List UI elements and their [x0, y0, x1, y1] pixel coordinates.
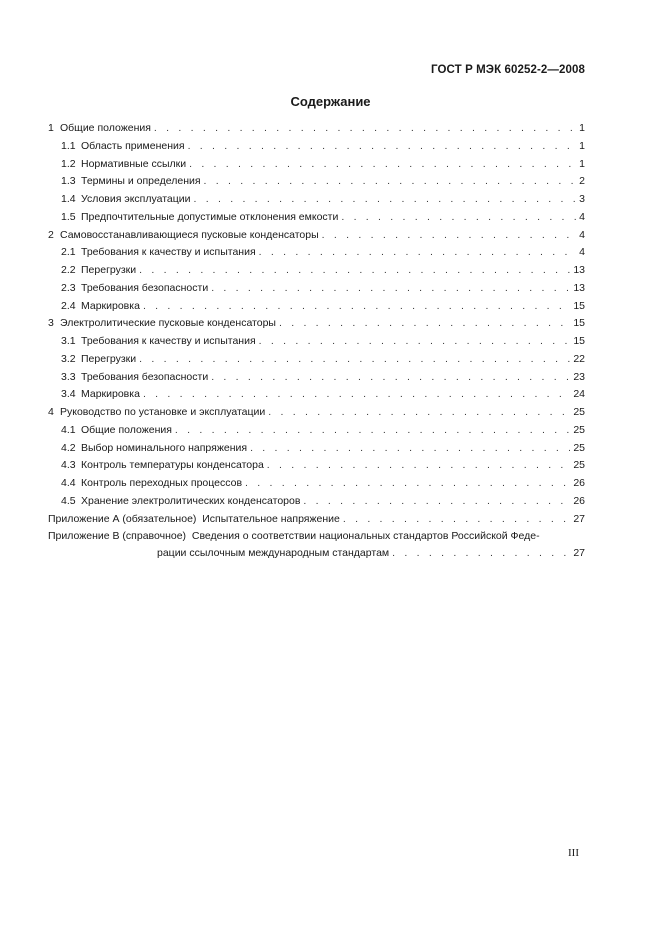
toc-entry-number: 2.4	[61, 299, 76, 312]
toc-leader-dots	[303, 493, 570, 511]
toc-leader-dots	[259, 244, 577, 262]
toc-leader-dots	[250, 440, 570, 458]
toc-entry-page: 4	[579, 210, 585, 223]
toc-entry-3-2[interactable]	[48, 351, 585, 369]
toc-entry-4-3[interactable]	[48, 457, 585, 475]
toc-entry-number: 4	[48, 406, 54, 418]
toc-leader-dots	[341, 209, 576, 227]
toc-entry-1-3[interactable]	[48, 173, 585, 191]
toc-entry-label: Требования к качеству и испытания	[81, 335, 256, 347]
toc-entry-number: 2	[48, 228, 54, 241]
toc-entry-label: Контроль переходных процессов	[81, 477, 243, 489]
toc-leader-dots	[392, 545, 570, 562]
toc-entry-page: 2	[579, 175, 585, 188]
toc-entry-number: 1.5	[61, 210, 76, 223]
toc-entry-label: Требования к качеству и испытания	[81, 246, 256, 259]
toc-entry-4-2[interactable]	[48, 440, 585, 458]
table-of-contents	[48, 120, 585, 563]
page-number: III	[568, 847, 579, 859]
toc-entry-2-3[interactable]	[48, 280, 585, 298]
toc-entry-page: 25	[573, 441, 585, 454]
toc-entry-number: 1	[48, 122, 54, 134]
toc-entry-page: 13	[573, 264, 585, 276]
toc-entry-label: Хранение электролитических конденсаторов	[81, 494, 301, 507]
toc-entry-label: Контроль температуры конденсатора	[81, 459, 264, 472]
toc-entry-label: Условия эксплуатации	[81, 193, 191, 205]
toc-entry-2-1[interactable]	[48, 244, 585, 262]
toc-entry-page: 25	[573, 406, 585, 418]
toc-entry-number: 4.2	[61, 441, 76, 454]
toc-entry-label: Перегрузки	[81, 264, 137, 276]
toc-leader-dots	[211, 280, 570, 298]
toc-leader-dots	[204, 173, 577, 191]
toc-entry-page: 25	[573, 459, 585, 472]
toc-entry-3-4[interactable]	[48, 386, 585, 404]
toc-entry-label: Выбор номинального напряжения	[81, 441, 248, 454]
toc-entry-page: 15	[573, 335, 585, 347]
toc-entry-2-4[interactable]	[48, 298, 585, 316]
toc-entry-label: Предпочтительные допустимые отклонения емкости	[81, 210, 339, 223]
toc-entry-label: Требования безопасности	[81, 281, 209, 294]
toc-leader-dots	[267, 457, 571, 475]
toc-entry-4-1[interactable]	[48, 422, 585, 440]
toc-entry-number: 1.2	[61, 157, 76, 170]
toc-leader-dots	[189, 156, 576, 174]
toc-entry-number: 2.1	[61, 246, 76, 259]
toc-entry-page: 15	[573, 299, 585, 312]
toc-entry-number: 4.4	[61, 477, 76, 489]
toc-entry-number: 3.3	[61, 370, 76, 383]
toc-entry-page: 3	[579, 193, 585, 205]
toc-entry-number: 3.4	[61, 388, 76, 401]
toc-entry-label: Требования безопасности	[81, 370, 209, 383]
toc-entry-label: Руководство по установке и эксплуатации	[60, 406, 266, 418]
toc-entry-number: 3.1	[61, 335, 76, 347]
toc-entry-page: 24	[573, 388, 585, 401]
toc-entry-label-continued: рации ссылочным международным стандартам	[157, 547, 390, 560]
toc-leader-dots	[211, 369, 570, 387]
document-code: ГОСТ Р МЭК 60252-2—2008	[431, 64, 585, 76]
toc-leader-dots	[259, 333, 571, 351]
toc-entry-label: Электролитические пусковые конденсаторы	[60, 317, 276, 330]
toc-entry-1-5[interactable]	[48, 209, 585, 227]
toc-entry-2[interactable]	[48, 227, 585, 245]
toc-entry-label: Приложение А (обязательное) Испытательное напряжение	[48, 512, 340, 525]
toc-entry-page: 25	[573, 423, 585, 436]
toc-leader-dots	[139, 262, 570, 280]
toc-leader-dots	[194, 191, 577, 209]
toc-entry-number: 3	[48, 317, 54, 330]
toc-entry-page: 1	[579, 122, 585, 134]
toc-entry-label: Область применения	[81, 139, 185, 152]
toc-entry-number: 4.3	[61, 459, 76, 472]
toc-entry-number: 1.4	[61, 193, 76, 205]
toc-entry-label: Маркировка	[81, 299, 140, 312]
toc-entry-number: 4.5	[61, 494, 76, 507]
toc-entry-1-1[interactable]	[48, 138, 585, 156]
toc-leader-dots	[245, 475, 570, 493]
toc-leader-dots	[268, 404, 570, 422]
toc-entry-page: 26	[573, 477, 585, 489]
toc-entry-label: Нормативные ссылки	[81, 157, 187, 170]
toc-entry-4[interactable]	[48, 404, 585, 422]
toc-leader-dots	[139, 351, 570, 369]
toc-entry-page: 4	[579, 228, 585, 241]
toc-title: Содержание	[290, 94, 371, 109]
toc-entry-4-4[interactable]	[48, 475, 585, 493]
toc-entry-1-2[interactable]	[48, 156, 585, 174]
toc-entry-3[interactable]	[48, 315, 585, 333]
toc-entry-3-3[interactable]	[48, 369, 585, 387]
toc-entry-label: Термины и определения	[81, 175, 201, 188]
toc-entry-page: 26	[573, 494, 585, 507]
toc-leader-dots	[154, 120, 576, 138]
toc-entry-appendix-b[interactable]	[48, 528, 585, 563]
toc-entry-label: Самовосстанавливающиеся пусковые конденсаторы	[60, 228, 319, 241]
toc-entry-page: 4	[579, 246, 585, 259]
toc-entry-page: 13	[573, 281, 585, 294]
toc-entry-2-2[interactable]	[48, 262, 585, 280]
toc-leader-dots	[322, 227, 576, 245]
toc-entry-page: 1	[579, 157, 585, 170]
toc-leader-dots	[143, 298, 570, 316]
toc-entry-number: 1.1	[61, 139, 76, 152]
toc-entry-3-1[interactable]	[48, 333, 585, 351]
toc-entry-number: 1.3	[61, 175, 76, 188]
toc-leader-dots	[175, 422, 570, 440]
toc-entry-label: Общие положения	[60, 122, 151, 134]
toc-entry-page: 1	[579, 139, 585, 152]
toc-entry-label: Маркировка	[81, 388, 140, 401]
toc-entry-page: 22	[573, 352, 585, 365]
toc-leader-dots	[343, 511, 570, 529]
toc-entry-page: 23	[573, 370, 585, 383]
toc-entry-number: 3.2	[61, 352, 76, 365]
toc-entry-label: Перегрузки	[81, 352, 137, 365]
toc-entry-1-4[interactable]	[48, 191, 585, 209]
toc-entry-number: 4.1	[61, 423, 76, 436]
toc-entry-1[interactable]	[48, 120, 585, 138]
toc-leader-dots	[143, 386, 570, 404]
toc-entry-number: 2.3	[61, 281, 76, 294]
toc-entry-page: 15	[573, 317, 585, 330]
toc-entry-label: Общие положения	[81, 423, 172, 436]
toc-leader-dots	[188, 138, 577, 156]
toc-entry-4-5[interactable]	[48, 493, 585, 511]
toc-entry-number: 2.2	[61, 264, 76, 276]
toc-entry-label: Приложение В (справочное) Сведения о соответствии национальных стандартов Российской Феде-	[48, 530, 540, 543]
toc-entry-appendix-a[interactable]	[48, 511, 585, 529]
toc-entry-page: 27	[573, 512, 585, 525]
toc-leader-dots	[279, 315, 570, 333]
toc-entry-page: 27	[573, 547, 585, 560]
